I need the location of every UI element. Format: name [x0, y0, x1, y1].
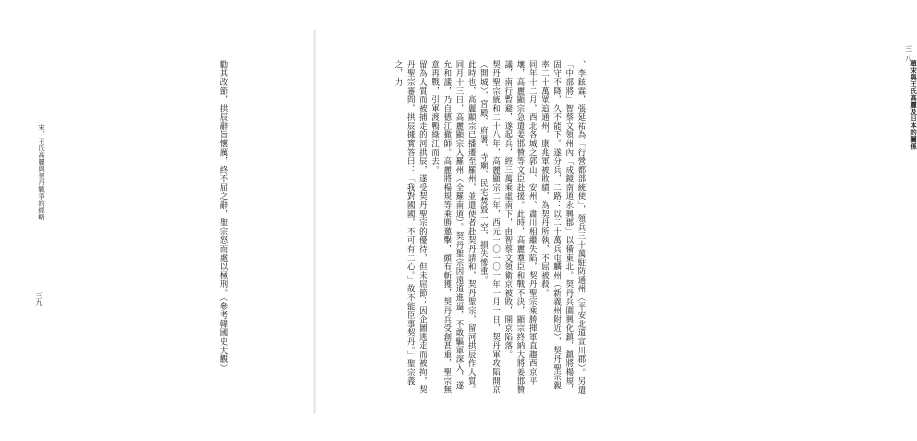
right-paragraph: 同月十三日，高麗顯宗入羅州（全羅南道）。契丹聖宗因遠道進逼，不敢驅軍深入，遂允和議，乃自德江撤師。高麗將楊規等乘勝邀擊，頗有斬獲，契丹兵受創甚重，聖宗無意再戰，引軍渡鴨綠江而去。 — [430, 60, 465, 395]
left-running-title: 宋、王氏高麗與契丹戰爭的經略 — [37, 124, 44, 221]
left-page — [0, 0, 315, 441]
left-paragraph: 勸其改節，拱辰辭旨懷厲，終不屈之辭，聖宗怒而處以極刑。（參考韓國史大觀） — [219, 60, 229, 373]
right-page-number: 三八 — [905, 45, 912, 63]
right-paragraph: 、李鉉霖，張延祐為「行營都部統使」，領兵三十萬駐防通州（平安北道宣川郡）。另遣「中部將」智蔡文領州內「成鏡南道永興郡」以備東北。契丹兵圍興化鎮，鎮將楊規，固守不降，久不能下。遂分兵，二路：以二十萬兵屯麟州（新義州附近），契丹聖宗親率二十萬眾追通州，康兆軍被敗績，為契丹所執，不屈被殺。 — [540, 60, 587, 395]
right-body-text — [350, 60, 588, 396]
right-paragraph: 留為人質而被捕走的河拱辰，遂受契丹聖宗的優待，但未屈節；因企圖逃走而被拘，契丹聖宗審問，拱辰據實答曰：「我對國國，不可有二心。」故不能臣事契丹。」聖宗義之，力 — [393, 60, 429, 395]
right-paragraph: 契丹聖宗統和二十八年，高麗顯宗二年，西元一〇一〇一年一月一日，契丹軍攻陷開京（開城），宮殿、府署、寺廟、民宅焚毀一空，損失慘重。 — [479, 60, 502, 395]
left-body-text — [190, 60, 230, 396]
right-paragraph: 此時也，高麗顯宗已播遷至羅州，並遣使者赴契丹請和，契丹聖宗，留河拱辰作人質。 — [467, 60, 478, 395]
right-running-title: 趙宋與王氏高麗及日本的關係 — [909, 60, 916, 150]
left-page-number: 三九 — [35, 292, 43, 306]
right-paragraph: 同年十二月，西北各城之郭山、安州、肅川相繼失陷，契丹聖宗乘勝揮軍直趨西京平壤，高麗顯宗急遣姜邯贊等文臣赴援。此時，高麗羣臣和戰不決，顯宗終納大將姜邯贊議，南行暫避，遂起兵，經三萬乘虛南下，由智蔡文領衛京被敗，開京陷落。 — [503, 60, 539, 395]
